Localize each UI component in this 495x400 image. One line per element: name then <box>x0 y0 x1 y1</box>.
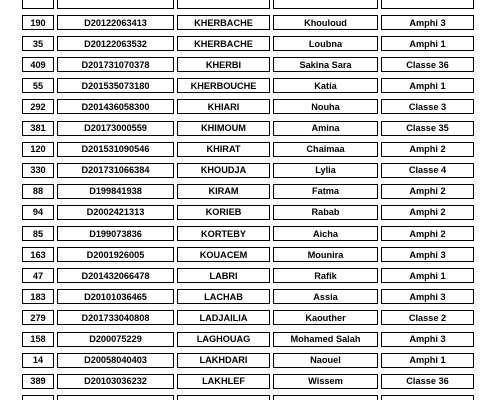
first-name-cell: Khouloud <box>273 15 378 30</box>
first-name-cell: Rabab <box>273 205 378 220</box>
row-number-cell: 190 <box>22 15 54 30</box>
room-cell <box>381 0 474 9</box>
table-row <box>22 0 474 11</box>
last-name-cell <box>177 0 270 9</box>
last-name-cell: LAKHDARI <box>177 353 270 368</box>
last-name-cell: KORTEBY <box>177 226 270 241</box>
last-name-cell: KORIEB <box>177 205 270 220</box>
room-cell: Amphi 2 <box>381 226 474 241</box>
table-row <box>22 180 474 201</box>
row-number-cell <box>22 0 54 9</box>
last-name-cell: LAKHLEF <box>177 374 270 389</box>
row-number-cell <box>22 395 54 400</box>
room-cell: Amphi 3 <box>381 15 474 30</box>
table-row <box>22 328 474 349</box>
matricule-cell: D20122063532 <box>57 36 174 51</box>
first-name-cell: Wissem <box>273 374 378 389</box>
room-cell <box>381 395 474 400</box>
room-cell: Amphi 2 <box>381 205 474 220</box>
matricule-cell: D201731070378 <box>57 57 174 72</box>
row-number-cell: 158 <box>22 332 54 347</box>
room-cell: Classe 36 <box>381 57 474 72</box>
row-number-cell: 279 <box>22 310 54 325</box>
first-name-cell: Katia <box>273 78 378 93</box>
last-name-cell: KHIMOUM <box>177 121 270 136</box>
table-row <box>22 53 474 74</box>
room-cell: Classe 35 <box>381 121 474 136</box>
last-name-cell: KHERBACHE <box>177 15 270 30</box>
room-cell: Amphi 1 <box>381 36 474 51</box>
matricule-cell <box>57 0 174 9</box>
matricule-cell: D20058040403 <box>57 353 174 368</box>
matricule-cell: D200075229 <box>57 332 174 347</box>
row-number-cell: 163 <box>22 247 54 262</box>
table-row <box>22 349 474 370</box>
row-number-cell: 292 <box>22 99 54 114</box>
first-name-cell: Assia <box>273 289 378 304</box>
room-cell: Classe 2 <box>381 310 474 325</box>
last-name-cell: KHIARI <box>177 99 270 114</box>
last-name-cell: KHERBACHE <box>177 36 270 51</box>
matricule-cell: D2002421313 <box>57 205 174 220</box>
room-cell: Amphi 1 <box>381 268 474 283</box>
first-name-cell: Sakina Sara <box>273 57 378 72</box>
row-number-cell: 183 <box>22 289 54 304</box>
matricule-cell: D201731066384 <box>57 163 174 178</box>
first-name-cell: Nouha <box>273 99 378 114</box>
room-cell: Classe 36 <box>381 374 474 389</box>
row-number-cell: 389 <box>22 374 54 389</box>
room-cell: Classe 4 <box>381 163 474 178</box>
first-name-cell: Mohamed Salah <box>273 332 378 347</box>
table-row <box>22 222 474 243</box>
student-table <box>22 0 474 400</box>
room-cell: Amphi 3 <box>381 289 474 304</box>
last-name-cell: LABRI <box>177 268 270 283</box>
row-number-cell: 409 <box>22 57 54 72</box>
row-number-cell: 14 <box>22 353 54 368</box>
last-name-cell: KHIRAT <box>177 142 270 157</box>
first-name-cell: Lylia <box>273 163 378 178</box>
table-row <box>22 11 474 32</box>
matricule-cell: D20173000559 <box>57 121 174 136</box>
room-cell: Amphi 2 <box>381 142 474 157</box>
room-cell: Amphi 1 <box>381 353 474 368</box>
last-name-cell: KHERBI <box>177 57 270 72</box>
row-number-cell: 85 <box>22 226 54 241</box>
matricule-cell: D199841938 <box>57 184 174 199</box>
table-row <box>22 159 474 180</box>
table-row <box>22 201 474 222</box>
matricule-cell: D20101036465 <box>57 289 174 304</box>
row-number-cell: 120 <box>22 142 54 157</box>
table-row <box>22 138 474 159</box>
last-name-cell: KOUACEM <box>177 247 270 262</box>
table-row <box>22 95 474 116</box>
table-row <box>22 306 474 327</box>
table-row <box>22 264 474 285</box>
first-name-cell: Chaimaa <box>273 142 378 157</box>
matricule-cell: D20122063413 <box>57 15 174 30</box>
first-name-cell <box>273 395 378 400</box>
matricule-cell: D20103036232 <box>57 374 174 389</box>
first-name-cell: Naouel <box>273 353 378 368</box>
room-cell: Amphi 1 <box>381 78 474 93</box>
matricule-cell <box>57 395 174 400</box>
last-name-cell <box>177 395 270 400</box>
matricule-cell: D201733040808 <box>57 310 174 325</box>
room-cell: Amphi 3 <box>381 247 474 262</box>
last-name-cell: KIRAM <box>177 184 270 199</box>
row-number-cell: 55 <box>22 78 54 93</box>
matricule-cell: D201535073180 <box>57 78 174 93</box>
room-cell: Amphi 3 <box>381 332 474 347</box>
row-number-cell: 47 <box>22 268 54 283</box>
first-name-cell: Aicha <box>273 226 378 241</box>
room-cell: Classe 3 <box>381 99 474 114</box>
table-row <box>22 117 474 138</box>
row-number-cell: 330 <box>22 163 54 178</box>
first-name-cell: Loubna <box>273 36 378 51</box>
first-name-cell <box>273 0 378 9</box>
last-name-cell: LADJAILIA <box>177 310 270 325</box>
table-row <box>22 243 474 264</box>
row-number-cell: 381 <box>22 121 54 136</box>
first-name-cell: Amina <box>273 121 378 136</box>
last-name-cell: LACHAB <box>177 289 270 304</box>
row-number-cell: 88 <box>22 184 54 199</box>
first-name-cell: Mounira <box>273 247 378 262</box>
table-row <box>22 391 474 400</box>
first-name-cell: Fatma <box>273 184 378 199</box>
first-name-cell: Kaouther <box>273 310 378 325</box>
table-row <box>22 285 474 306</box>
last-name-cell: LAGHOUAG <box>177 332 270 347</box>
matricule-cell: D199073836 <box>57 226 174 241</box>
matricule-cell: D2001926005 <box>57 247 174 262</box>
row-number-cell: 35 <box>22 36 54 51</box>
matricule-cell: D201436058300 <box>57 99 174 114</box>
first-name-cell: Rafik <box>273 268 378 283</box>
matricule-cell: D201432066478 <box>57 268 174 283</box>
row-number-cell: 94 <box>22 205 54 220</box>
table-row <box>22 370 474 391</box>
table-row <box>22 74 474 95</box>
matricule-cell: D201531090546 <box>57 142 174 157</box>
table-row <box>22 32 474 53</box>
last-name-cell: KHERBOUCHE <box>177 78 270 93</box>
last-name-cell: KHOUDJA <box>177 163 270 178</box>
room-cell: Amphi 2 <box>381 184 474 199</box>
